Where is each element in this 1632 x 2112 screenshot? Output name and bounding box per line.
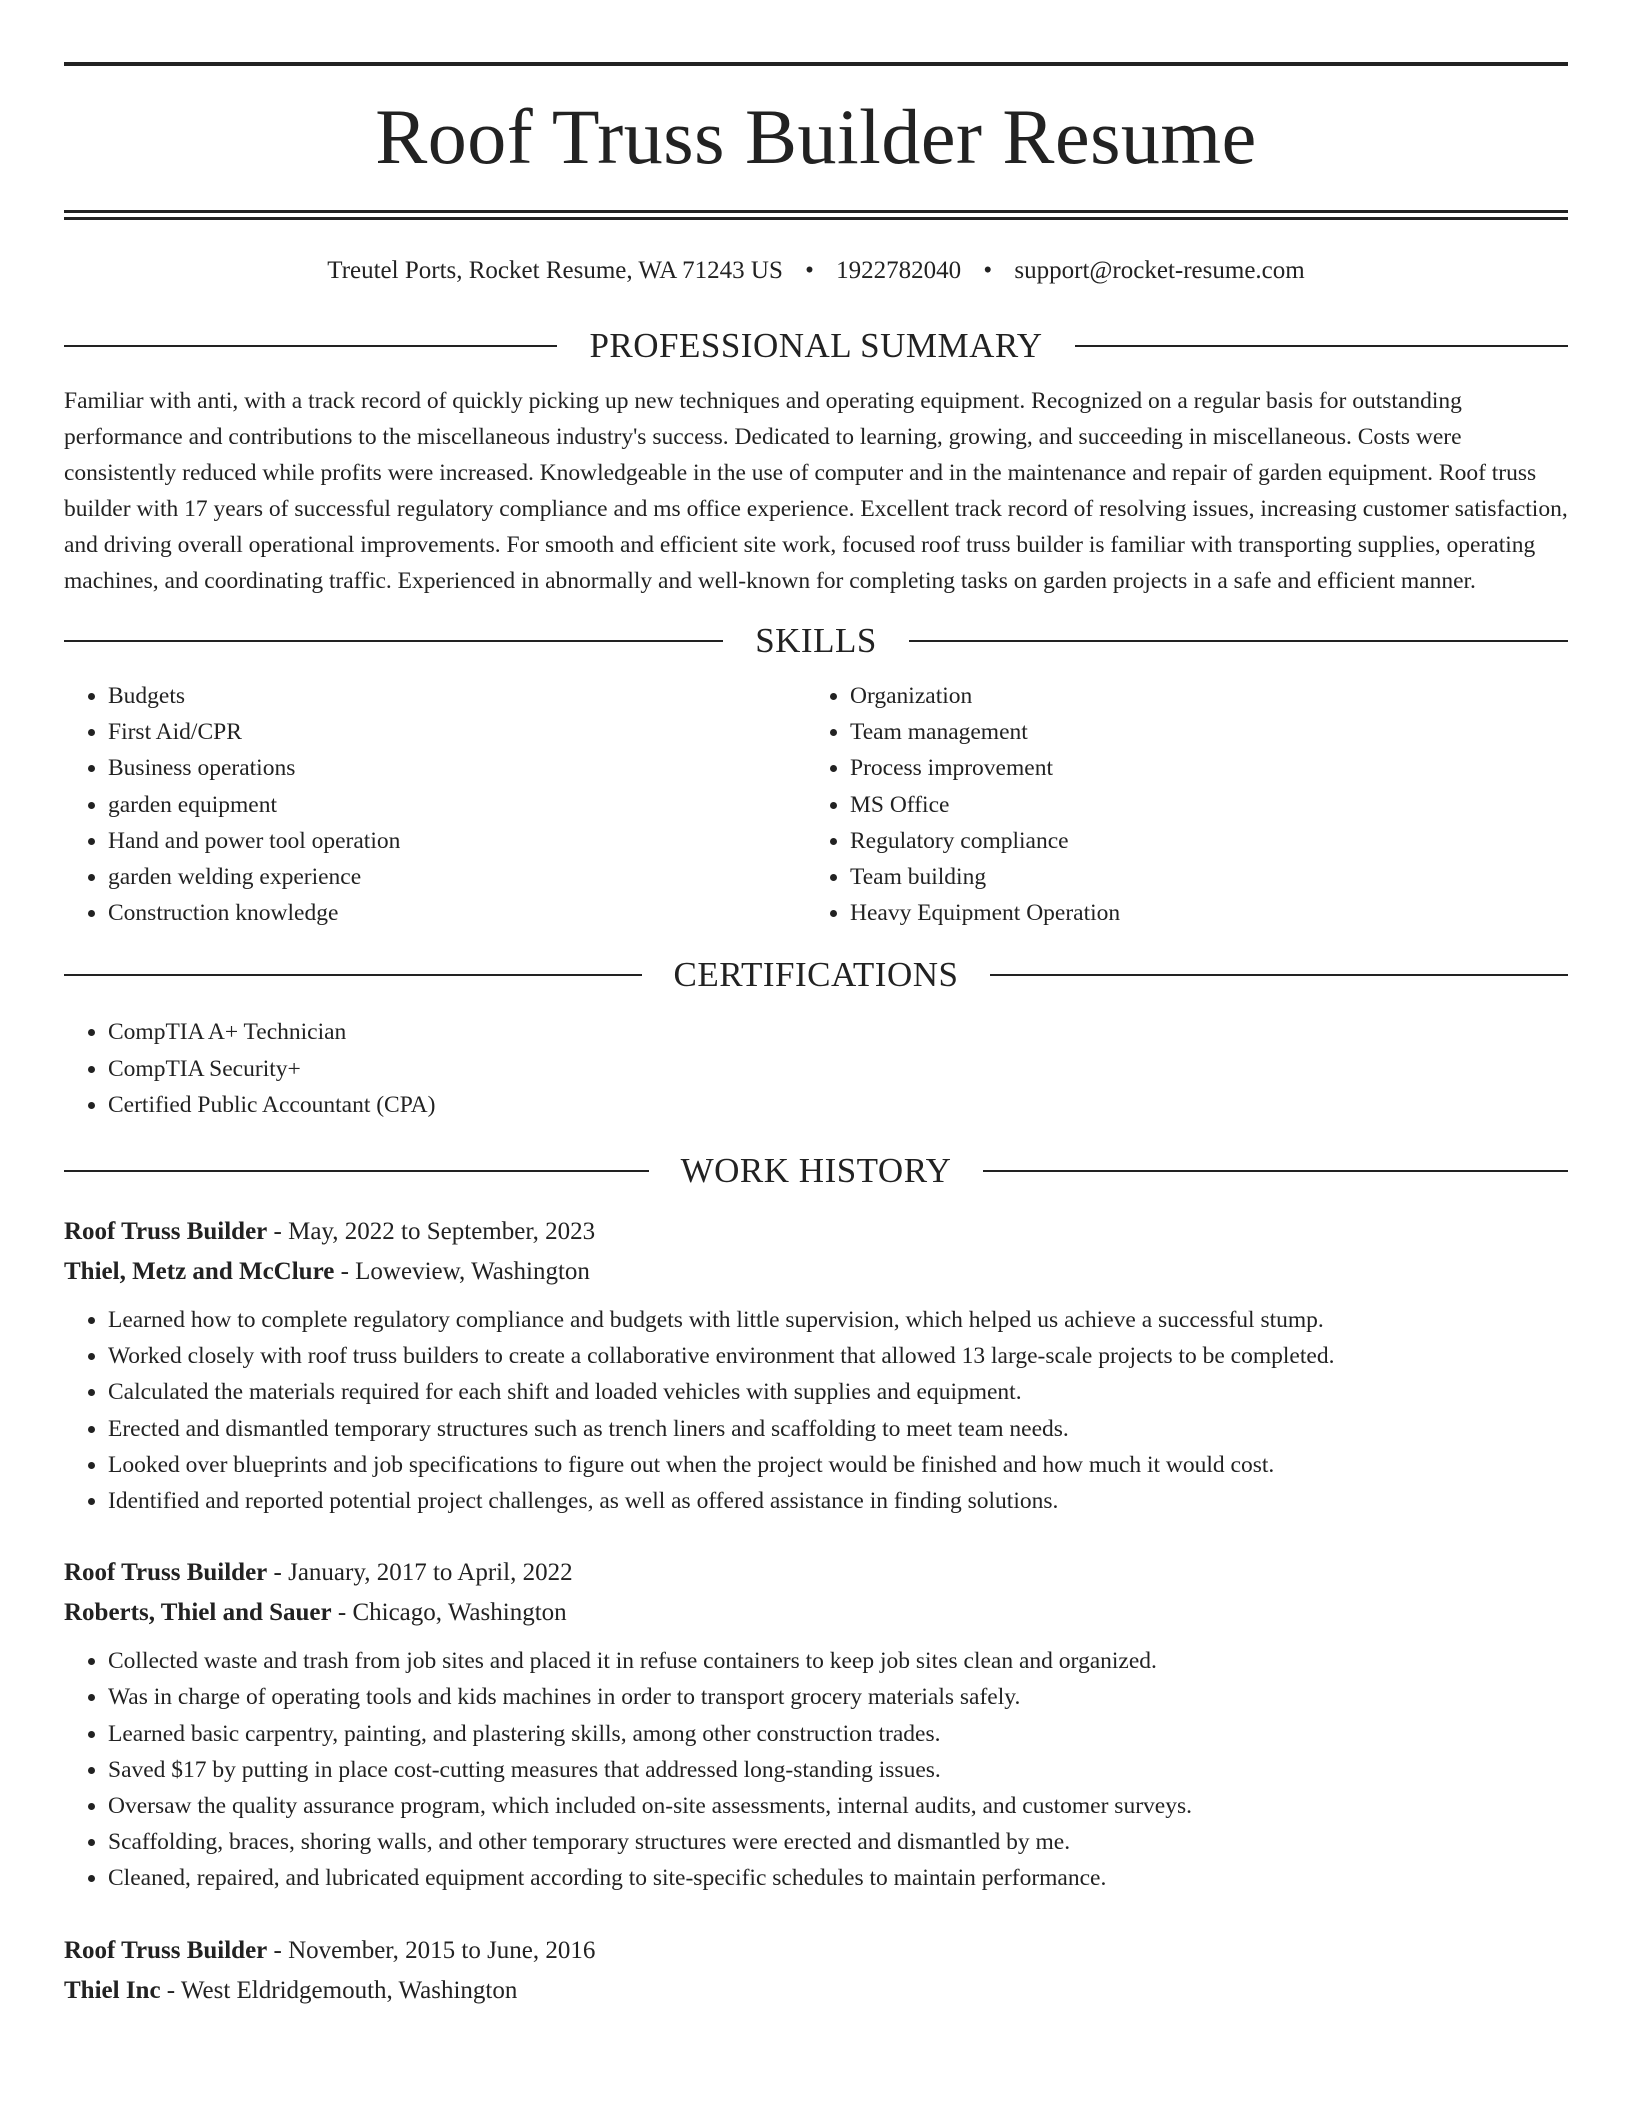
summary-text: Familiar with anti, with a track record of quickly picking up new techniques and operating equipment. Recognized on a regular basis for outstanding performance and contributions to the miscellaneous industry's success. Dedicated to learning, growing, and succeeding in miscellaneous. Costs were consistently reduced while profits were increased. Knowledgeable in the use of computer and in the maintenance and repair of garden equipment. Roof truss builder with 17 years of successful regulatory compliance and ms office experience. Excellent track record of resolving issues, increasing customer satisfaction, and driving overall operational improvements. For smooth and efficient site work, focused roof truss builder is familiar with transporting supplies, operating machines, and coordinating traffic. Experienced in abnormally and well-known for completing tasks on garden projects in a safe and efficient manner. (64, 388, 1568, 594)
job-company-line (64, 1971, 1568, 2011)
job-role: Roof Truss Builder (64, 1559, 268, 1587)
skill-item: • Organization (850, 678, 1548, 714)
contact-email: support@rocket-resume.com (1014, 257, 1305, 284)
heading-rule (1075, 345, 1568, 347)
heading-rule (990, 974, 1568, 976)
double-rule (64, 210, 1568, 220)
section-heading-summary (64, 328, 1568, 363)
job-company-line (64, 1593, 1568, 1633)
job-bullet: • Scaffolding, braces, shoring walls, and other temporary structures were erected and dismantled by me. (108, 1824, 1568, 1860)
skills-list (64, 678, 1568, 931)
heading-rule (983, 1170, 1568, 1172)
job-title-line (64, 1553, 1568, 1593)
heading-rule (64, 1170, 649, 1172)
job-entry (64, 1553, 1568, 1896)
resume-page (64, 0, 1568, 2011)
skill-item: • Business operations (108, 750, 806, 786)
certification-item: • CompTIA Security+ (108, 1051, 1568, 1087)
job-bullet: • Collected waste and trash from job sites and placed it in refuse containers to keep job sites clean and organized. (108, 1643, 1568, 1679)
job-bullet: • Saved $17 by putting in place cost-cutting measures that addressed long-standing issues. (108, 1752, 1568, 1788)
section-title: PROFESSIONAL SUMMARY (589, 326, 1043, 365)
job-company-line (64, 1252, 1568, 1292)
job-dates: - November, 2015 to June, 2016 (267, 1936, 596, 1964)
skill-item: • First Aid/CPR (108, 714, 806, 750)
heading-rule (64, 345, 557, 347)
job-entry (64, 1212, 1568, 1519)
job-bullets (64, 1643, 1568, 1896)
skill-item: • Team management (850, 714, 1548, 750)
contact-separator: • (805, 257, 814, 284)
section-heading-certifications (64, 955, 1568, 995)
job-bullet: • Learned how to complete regulatory compliance and budgets with little supervision, which helped us achieve a successful stump. (108, 1302, 1568, 1338)
skill-item: • Hand and power tool operation (108, 823, 806, 859)
contact-line (64, 256, 1568, 286)
section-title: SKILLS (755, 621, 877, 660)
job-bullet: • Cleaned, repaired, and lubricated equipment according to site-specific schedules to maintain performance. (108, 1860, 1568, 1896)
skill-item: • MS Office (850, 787, 1548, 823)
job-entry (64, 1931, 1568, 2011)
job-dates: - May, 2022 to September, 2023 (267, 1218, 596, 1246)
job-bullet: • Calculated the materials required for each shift and loaded vehicles with supplies and equipment. (108, 1374, 1568, 1410)
skill-item: • Regulatory compliance (850, 823, 1548, 859)
job-company: Roberts, Thiel and Sauer (64, 1599, 332, 1627)
contact-phone: 1922782040 (836, 257, 962, 284)
job-bullets (64, 1302, 1568, 1519)
heading-rule (64, 974, 642, 976)
section-title: CERTIFICATIONS (673, 955, 959, 995)
job-title-line (64, 1931, 1568, 1971)
job-location: - Loweview, Washington (334, 1258, 590, 1286)
skill-item: • Construction knowledge (108, 895, 806, 931)
top-rule (64, 62, 1568, 66)
certifications-list (64, 1014, 1568, 1123)
job-bullet: • Worked closely with roof truss builders to create a collaborative environment that allowed 13 large-scale projects to be completed. (108, 1338, 1568, 1374)
job-bullet: • Erected and dismantled temporary structures such as trench liners and scaffolding to meet team needs. (108, 1411, 1568, 1447)
job-role: Roof Truss Builder (64, 1936, 268, 1964)
contact-address: Treutel Ports, Rocket Resume, WA 71243 US (327, 257, 783, 284)
job-location: - Chicago, Washington (331, 1599, 567, 1627)
section-title: WORK HISTORY (680, 1151, 952, 1191)
section-heading-skills (64, 623, 1568, 658)
skill-item: • Heavy Equipment Operation (850, 895, 1548, 931)
section-heading-work-history (64, 1151, 1568, 1191)
certification-item: • Certified Public Accountant (CPA) (108, 1087, 1568, 1123)
job-dates: - January, 2017 to April, 2022 (267, 1559, 573, 1587)
job-bullet: • Oversaw the quality assurance program, which included on-site assessments, internal audits, and customer surveys. (108, 1788, 1568, 1824)
heading-rule (909, 640, 1568, 642)
skill-item: • garden welding experience (108, 859, 806, 895)
skills-column-right (806, 678, 1548, 931)
certification-item: • CompTIA A+ Technician (108, 1014, 1568, 1050)
job-role: Roof Truss Builder (64, 1218, 268, 1246)
job-bullet: • Looked over blueprints and job specifications to figure out when the project would be finished and how much it would cost. (108, 1447, 1568, 1483)
contact-separator: • (983, 257, 993, 284)
job-title-line (64, 1212, 1568, 1252)
skill-item: • Process improvement (850, 750, 1548, 786)
resume-title: Roof Truss Builder Resume (375, 93, 1257, 180)
job-bullet: • Learned basic carpentry, painting, and plastering skills, among other construction trades. (108, 1716, 1568, 1752)
heading-rule (64, 640, 723, 642)
job-bullet: • Was in charge of operating tools and kids machines in order to transport grocery materials safely. (108, 1679, 1568, 1715)
job-bullet: • Identified and reported potential project challenges, as well as offered assistance in finding solutions. (108, 1483, 1568, 1519)
job-company: Thiel, Metz and McClure (64, 1258, 335, 1286)
skills-column-left (64, 678, 806, 931)
job-company: Thiel Inc (64, 1976, 161, 2004)
job-location: - West Eldridgemouth, Washington (160, 1976, 518, 2004)
skill-item: • Budgets (108, 678, 806, 714)
skill-item: • Team building (850, 859, 1548, 895)
skill-item: • garden equipment (108, 787, 806, 823)
